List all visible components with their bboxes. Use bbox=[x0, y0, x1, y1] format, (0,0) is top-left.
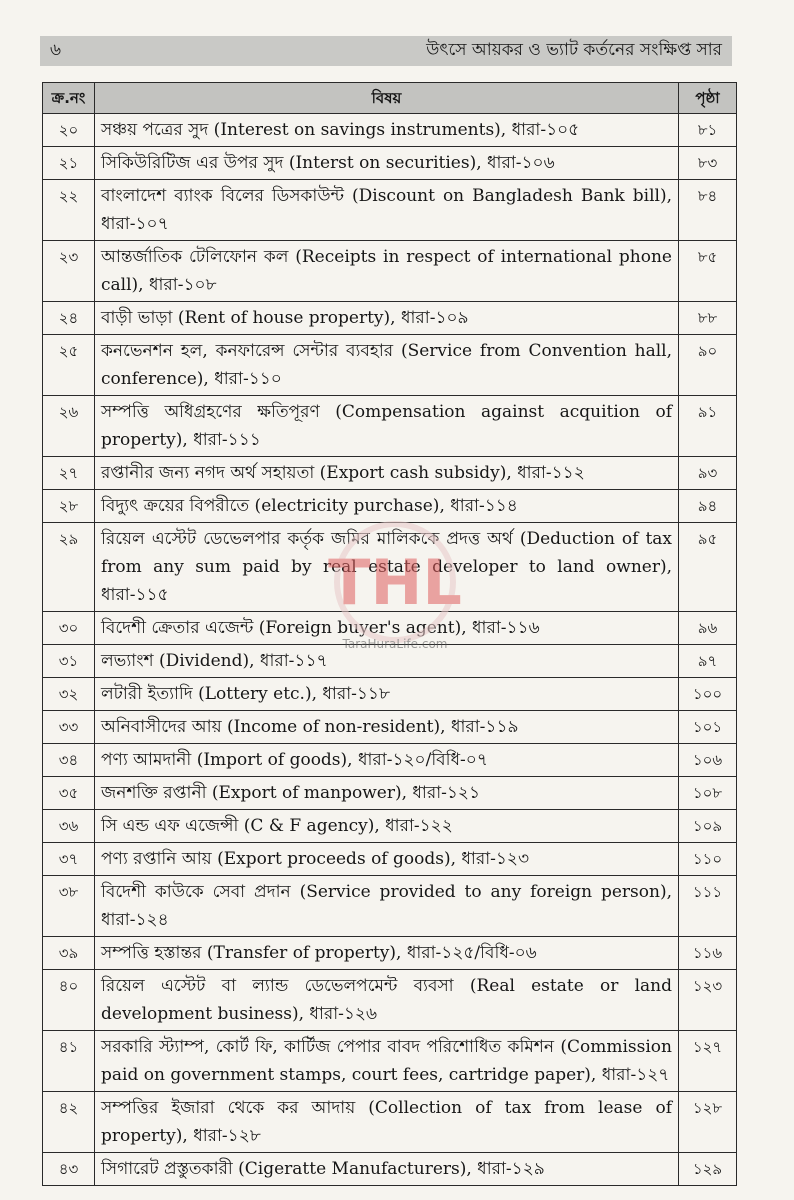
subject-cell: সঞ্চয় পত্রের সুদ (Interest on savings instruments), ধারা-১০৫ bbox=[95, 114, 679, 147]
page-cell: ৮৪ bbox=[679, 180, 737, 241]
serial-cell: ৪০ bbox=[43, 970, 95, 1031]
table-row bbox=[43, 241, 737, 302]
table-row bbox=[43, 114, 737, 147]
page-cell: ১০৬ bbox=[679, 744, 737, 777]
subject-cell: লটারী ইত্যাদি (Lottery etc.), ধারা-১১৮ bbox=[95, 678, 679, 711]
subject-cell: সম্পত্তির ইজারা থেকে কর আদায় (Collection of tax from lease of property), ধারা-১২৮ bbox=[95, 1092, 679, 1153]
page-cell: ১০১ bbox=[679, 711, 737, 744]
table-row bbox=[43, 612, 737, 645]
column-header-serial: ক্র.নং bbox=[43, 83, 95, 114]
page-cell: ৯০ bbox=[679, 335, 737, 396]
subject-cell: বিদ্যুৎ ক্রয়ের বিপরীতে (electricity purchase), ধারা-১১৪ bbox=[95, 490, 679, 523]
subject-cell: বিদেশী কাউকে সেবা প্রদান (Service provided to any foreign person), ধারা-১২৪ bbox=[95, 876, 679, 937]
table-row bbox=[43, 970, 737, 1031]
table-row bbox=[43, 744, 737, 777]
page-cell: ১২৯ bbox=[679, 1153, 737, 1186]
serial-cell: ২১ bbox=[43, 147, 95, 180]
subject-cell: রিয়েল এস্টেট বা ল্যান্ড ডেভেলপমেন্ট ব্যবসা (Real estate or land development business), ধারা-১২৬ bbox=[95, 970, 679, 1031]
serial-cell: ২৮ bbox=[43, 490, 95, 523]
subject-cell: রিয়েল এস্টেট ডেভেলপার কর্তৃক জমির মালিককে প্রদত্ত অর্থ (Deduction of tax from any sum paid by real estate developer to land owner), ধারা-১১৫ bbox=[95, 523, 679, 612]
page-cell: ৮৩ bbox=[679, 147, 737, 180]
page-cell: ১২৮ bbox=[679, 1092, 737, 1153]
serial-cell: ৪৩ bbox=[43, 1153, 95, 1186]
column-header-page: পৃষ্ঠা bbox=[679, 83, 737, 114]
subject-cell: অনিবাসীদের আয় (Income of non-resident), ধারা-১১৯ bbox=[95, 711, 679, 744]
table-row bbox=[43, 180, 737, 241]
serial-cell: ৪২ bbox=[43, 1092, 95, 1153]
subject-cell: সিকিউরিটিজ এর উপর সুদ (Interst on securities), ধারা-১০৬ bbox=[95, 147, 679, 180]
serial-cell: ৩৫ bbox=[43, 777, 95, 810]
serial-cell: ৩৬ bbox=[43, 810, 95, 843]
table-row bbox=[43, 457, 737, 490]
page-cell: ৯৫ bbox=[679, 523, 737, 612]
table-row bbox=[43, 843, 737, 876]
subject-cell: বিদেশী ক্রেতার এজেন্ট (Foreign buyer's agent), ধারা-১১৬ bbox=[95, 612, 679, 645]
page-number: ৬ bbox=[50, 40, 62, 60]
table-row bbox=[43, 302, 737, 335]
column-header-subject: বিষয় bbox=[95, 83, 679, 114]
page-cell: ৯৭ bbox=[679, 645, 737, 678]
table-row bbox=[43, 678, 737, 711]
table-row bbox=[43, 335, 737, 396]
subject-cell: সম্পত্তি হস্তান্তর (Transfer of property), ধারা-১২৫/বিধি-০৬ bbox=[95, 937, 679, 970]
table-header-row bbox=[43, 83, 737, 114]
page-cell: ১০৮ bbox=[679, 777, 737, 810]
page-cell: ১১৬ bbox=[679, 937, 737, 970]
table-row bbox=[43, 876, 737, 937]
serial-cell: ৩৭ bbox=[43, 843, 95, 876]
table-row bbox=[43, 711, 737, 744]
page-cell: ৮১ bbox=[679, 114, 737, 147]
running-header bbox=[40, 36, 732, 66]
serial-cell: ২৪ bbox=[43, 302, 95, 335]
table-row bbox=[43, 1031, 737, 1092]
page-cell: ৯৩ bbox=[679, 457, 737, 490]
table-row bbox=[43, 1092, 737, 1153]
serial-cell: ৩১ bbox=[43, 645, 95, 678]
subject-cell: সি এন্ড এফ এজেন্সী (C & F agency), ধারা-১২২ bbox=[95, 810, 679, 843]
contents-table bbox=[42, 82, 737, 1186]
serial-cell: ৩২ bbox=[43, 678, 95, 711]
subject-cell: কনভেনশন হল, কনফারেন্স সেন্টার ব্যবহার (Service from Convention hall, conference), ধারা-১১০ bbox=[95, 335, 679, 396]
watermark-site: TaraHuraLife.com bbox=[342, 637, 448, 651]
table-row bbox=[43, 777, 737, 810]
subject-cell: সরকারি স্ট্যাম্প, কোর্ট ফি, কার্টিজ পেপার বাবদ পরিশোধিত কমিশন (Commission paid on government stamps, court fees, cartridge paper), ধারা-১২৭ bbox=[95, 1031, 679, 1092]
table-row bbox=[43, 810, 737, 843]
subject-cell: রপ্তানীর জন্য নগদ অর্থ সহায়তা (Export cash subsidy), ধারা-১১২ bbox=[95, 457, 679, 490]
serial-cell: ৩৩ bbox=[43, 711, 95, 744]
book-title: উৎসে আয়কর ও ভ্যাট কর্তনের সংক্ষিপ্ত সার bbox=[426, 40, 722, 60]
watermark-logo-text: THL bbox=[328, 546, 462, 619]
subject-cell: সিগারেট প্রস্তুতকারী (Cigeratte Manufacturers), ধারা-১২৯ bbox=[95, 1153, 679, 1186]
subject-cell: পণ্য আমদানী (Import of goods), ধারা-১২০/বিধি-০৭ bbox=[95, 744, 679, 777]
serial-cell: ২৩ bbox=[43, 241, 95, 302]
page-cell: ১১০ bbox=[679, 843, 737, 876]
serial-cell: ৩৯ bbox=[43, 937, 95, 970]
table-row bbox=[43, 147, 737, 180]
page-cell: ১২৭ bbox=[679, 1031, 737, 1092]
page-cell: ৯৬ bbox=[679, 612, 737, 645]
page-cell: ৮৮ bbox=[679, 302, 737, 335]
subject-cell: বাড়ী ভাড়া (Rent of house property), ধারা-১০৯ bbox=[95, 302, 679, 335]
subject-cell: পণ্য রপ্তানি আয় (Export proceeds of goods), ধারা-১২৩ bbox=[95, 843, 679, 876]
table-row bbox=[43, 937, 737, 970]
subject-cell: আন্তর্জাতিক টেলিফোন কল (Receipts in respect of international phone call), ধারা-১০৮ bbox=[95, 241, 679, 302]
serial-cell: ২৭ bbox=[43, 457, 95, 490]
serial-cell: ২৫ bbox=[43, 335, 95, 396]
table-row bbox=[43, 490, 737, 523]
page-cell: ৯১ bbox=[679, 396, 737, 457]
serial-cell: ৩৪ bbox=[43, 744, 95, 777]
subject-cell: সম্পত্তি অধিগ্রহণের ক্ষতিপূরণ (Compensation against acquition of property), ধারা-১১১ bbox=[95, 396, 679, 457]
table-row bbox=[43, 1153, 737, 1186]
serial-cell: ২৬ bbox=[43, 396, 95, 457]
serial-cell: ৩৮ bbox=[43, 876, 95, 937]
table-row bbox=[43, 645, 737, 678]
page-cell: ১০০ bbox=[679, 678, 737, 711]
serial-cell: ২০ bbox=[43, 114, 95, 147]
serial-cell: ২২ bbox=[43, 180, 95, 241]
subject-cell: জনশক্তি রপ্তানী (Export of manpower), ধারা-১২১ bbox=[95, 777, 679, 810]
page-cell: ৯৪ bbox=[679, 490, 737, 523]
subject-cell: লভ্যাংশ (Dividend), ধারা-১১৭ bbox=[95, 645, 679, 678]
serial-cell: ২৯ bbox=[43, 523, 95, 612]
page-cell: ১২৩ bbox=[679, 970, 737, 1031]
page-cell: ১০৯ bbox=[679, 810, 737, 843]
serial-cell: ৩০ bbox=[43, 612, 95, 645]
page-cell: ৮৫ bbox=[679, 241, 737, 302]
table-row bbox=[43, 523, 737, 612]
subject-cell: বাংলাদেশ ব্যাংক বিলের ডিসকাউন্ট (Discount on Bangladesh Bank bill), ধারা-১০৭ bbox=[95, 180, 679, 241]
page-cell: ১১১ bbox=[679, 876, 737, 937]
table-row bbox=[43, 396, 737, 457]
serial-cell: ৪১ bbox=[43, 1031, 95, 1092]
